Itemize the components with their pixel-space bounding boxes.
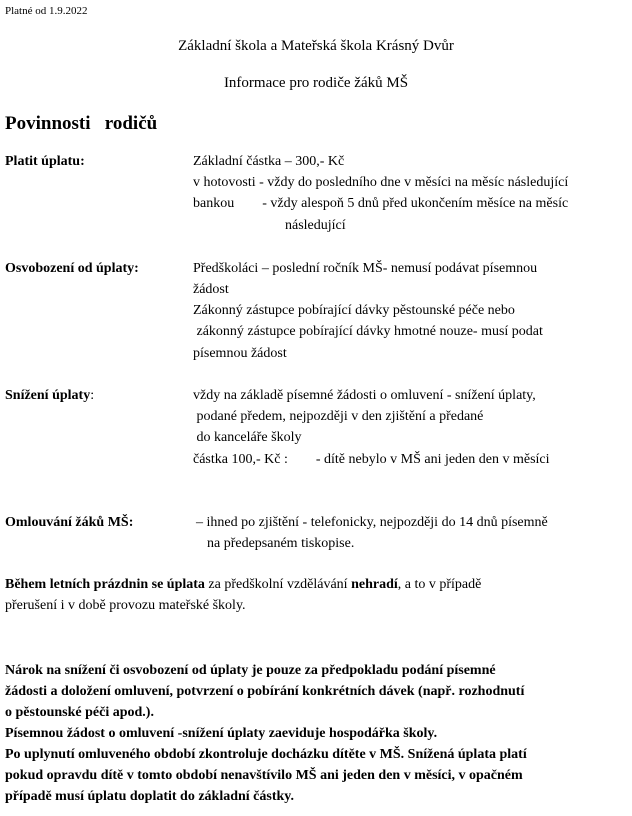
section-heading: Povinnosti rodičů — [5, 113, 158, 134]
exemption-line: Předškoláci – poslední ročník MŠ- nemusí podávat písemnou — [193, 261, 538, 276]
reduction-line: podané předem, nejpozději v den zjištění a předané — [193, 409, 484, 424]
excuse-line: – ihned po zjištění - telefonicky, nejpozději do 14 dnů písemně — [196, 515, 548, 530]
final-note-line: žádosti a doložení omluvení, potvrzení o pobírání konkrétních dávek (např. rozhodnutí — [5, 684, 525, 699]
document-title: Informace pro rodiče žáků MŠ — [223, 75, 409, 91]
reduction-label — [5, 387, 94, 405]
reduction-label-bold: Snížení úplaty — [5, 388, 91, 403]
summer-note — [5, 576, 481, 594]
exemption-line: písemnou žádost — [193, 346, 287, 361]
payment-line: v hotovosti - vždy do posledního dne v měsíci na měsíc následující — [193, 175, 569, 190]
final-note-line: Nárok na snížení či osvobození od úplaty je pouze za předpokladu podání písemné — [5, 663, 496, 678]
summer-note-text: za předškolní vzdělávání — [204, 577, 352, 592]
reduction-line: do kanceláře školy — [193, 430, 302, 445]
exemption-label: Osvobození od úplaty: — [5, 261, 139, 276]
final-note-line: případě musí úplatu doplatit do základní částky. — [5, 789, 295, 804]
summer-note-text: , a to v případě — [397, 577, 482, 592]
excuse-line: na předepsaném tiskopise. — [207, 536, 355, 551]
payment-line: Základní částka – 300,- Kč — [193, 154, 345, 169]
summer-note-bold: Během letních prázdnin se úplata — [5, 577, 205, 592]
final-note-line: Písemnou žádost o omluvení -snížení úplaty zaeviduje hospodářka školy. — [5, 726, 438, 741]
exemption-line: zákonný zástupce pobírající dávky hmotné nouze- musí podat — [193, 324, 543, 339]
payment-line: následující — [285, 218, 346, 233]
summer-note-line: přerušení i v době provozu mateřské školy. — [5, 598, 246, 613]
reduction-line: částka 100,- Kč : - dítě nebylo v MŠ ani jeden den v měsíci — [193, 452, 550, 467]
summer-note-bold: nehradí — [351, 577, 398, 592]
reduction-line: vždy na základě písemné žádosti o omluvení - snížení úplaty, — [193, 388, 536, 403]
payment-line: bankou - vždy alespoň 5 dnů před ukončením měsíce na měsíc — [193, 196, 569, 211]
exemption-line: žádost — [193, 282, 229, 297]
school-name: Základní škola a Mateřská škola Krásný Dvůr — [178, 38, 454, 54]
excuse-label: Omlouvání žáků MŠ: — [5, 515, 134, 530]
reduction-label-colon: : — [90, 388, 95, 403]
final-note-line: o pěstounské péči apod.). — [5, 705, 154, 720]
valid-from: Platné od 1.9.2022 — [5, 5, 88, 17]
final-note-line: pokud opravdu dítě v tomto období nenavštívilo MŠ ani jeden den v měsíci, v opačném — [5, 768, 523, 783]
exemption-line: Zákonný zástupce pobírající dávky pěstounské péče nebo — [193, 303, 515, 318]
final-note-line: Po uplynutí omluveného období zkontroluje docházku dítěte v MŠ. Snížená úplata platí — [5, 747, 527, 762]
payment-label: Platit úplatu: — [5, 154, 85, 169]
